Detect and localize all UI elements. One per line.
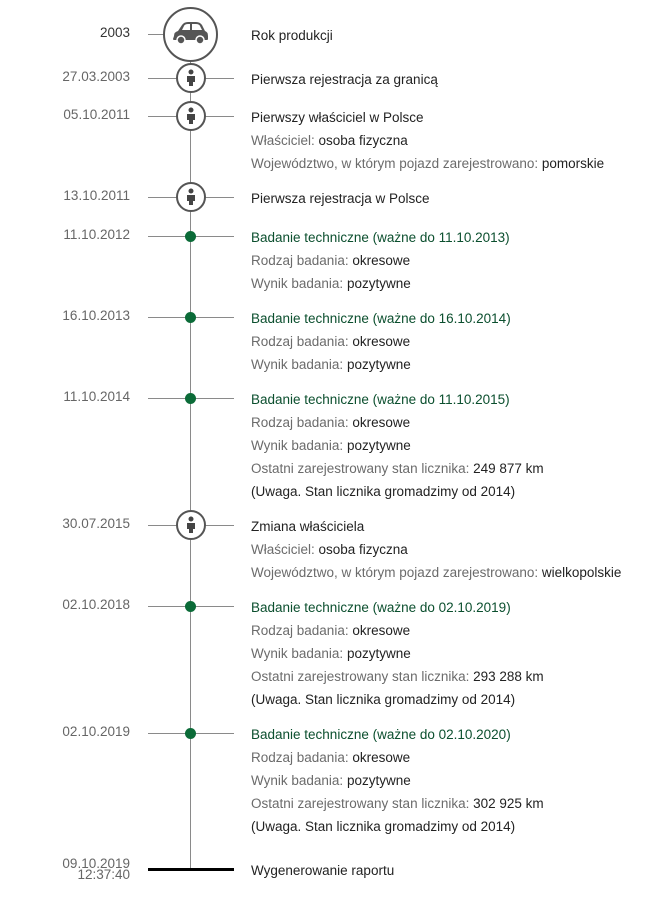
detail-label: Województwo, w którym pojazd zarejestrowano: — [251, 156, 542, 171]
event-title: Badanie techniczne (ważne do 11.10.2013) — [251, 230, 510, 245]
detail-label: Rodzaj badania: — [251, 253, 353, 268]
detail-value: pozytywne — [346, 773, 411, 788]
detail-label: Ostatni zarejestrowany stan licznika: — [251, 796, 474, 811]
detail-value: pozytywne — [346, 276, 411, 291]
detail-label: Właściciel: — [251, 542, 319, 557]
report-date: 09.10.2019 — [62, 856, 130, 871]
detail-value: 302 925 km — [473, 796, 544, 811]
detail-label: Rodzaj badania: — [251, 415, 353, 430]
detail-line — [251, 665, 544, 688]
event-content — [251, 859, 394, 882]
detail-value: pozytywne — [346, 646, 411, 661]
event-title: Badanie techniczne (ważne do 02.10.2019) — [251, 600, 511, 615]
detail-line — [251, 272, 510, 295]
event-first-owner — [0, 107, 667, 171]
detail-line — [251, 457, 544, 480]
detail-line — [251, 746, 544, 769]
end-bar — [148, 868, 234, 871]
event-content — [251, 68, 438, 91]
event-date: 2003 — [99, 25, 130, 40]
event-content — [251, 723, 544, 838]
event-content — [251, 106, 604, 175]
detail-line — [251, 561, 621, 584]
detail-value: osoba fizyczna — [318, 542, 408, 557]
event-title: Rok produkcji — [251, 28, 333, 43]
detail-label: Ostatni zarejestrowany stan licznika: — [251, 669, 474, 684]
detail-line — [251, 769, 544, 792]
detail-line — [251, 129, 604, 152]
event-inspection — [0, 597, 667, 707]
car-icon — [163, 7, 218, 62]
detail-value: wielkopolskie — [541, 565, 622, 580]
detail-line — [251, 642, 544, 665]
event-date: 30.07.2015 — [62, 516, 130, 531]
event-title: Badanie techniczne (ważne do 02.10.2020) — [251, 727, 511, 742]
odometer-note: (Uwaga. Stan licznika gromadzimy od 2014) — [251, 692, 516, 707]
detail-line — [251, 792, 544, 815]
detail-line — [251, 353, 511, 376]
event-title: Pierwsza rejestracja za granicą — [251, 72, 438, 87]
detail-value: pozytywne — [346, 438, 411, 453]
detail-label: Wynik badania: — [251, 438, 347, 453]
event-date: 02.10.2019 — [62, 724, 130, 739]
detail-label: Właściciel: — [251, 133, 319, 148]
odometer-note: (Uwaga. Stan licznika gromadzimy od 2014) — [251, 484, 516, 499]
detail-value: okresowe — [352, 623, 411, 638]
detail-label: Wynik badania: — [251, 773, 347, 788]
detail-label: Ostatni zarejestrowany stan licznika: — [251, 461, 474, 476]
detail-line — [251, 538, 621, 561]
event-title: Wygenerowanie raportu — [251, 863, 395, 878]
detail-value: 249 877 km — [473, 461, 544, 476]
event-production — [0, 25, 667, 43]
person-icon — [176, 510, 206, 540]
event-title: Pierwsza rejestracja w Polsce — [251, 191, 430, 206]
event-title: Badanie techniczne (ważne do 11.10.2015) — [251, 392, 510, 407]
event-owner-change — [0, 516, 667, 580]
event-content — [251, 596, 544, 711]
dot-icon — [185, 312, 196, 323]
person-icon — [176, 101, 206, 131]
event-inspection — [0, 724, 667, 834]
detail-value: okresowe — [352, 334, 411, 349]
detail-line — [251, 152, 604, 175]
dot-icon — [185, 393, 196, 404]
event-tick — [148, 34, 164, 35]
detail-label: Województwo, w którym pojazd zarejestrowano: — [251, 565, 542, 580]
dot-icon — [185, 601, 196, 612]
event-date: 16.10.2013 — [62, 308, 130, 323]
report-time: 12:37:40 — [77, 867, 130, 882]
detail-label: Rodzaj badania: — [251, 334, 353, 349]
event-content — [251, 515, 621, 584]
event-content — [251, 226, 510, 295]
detail-value: 293 288 km — [473, 669, 544, 684]
event-foreign-registration — [0, 69, 667, 87]
event-report-generated — [0, 856, 667, 882]
detail-line — [251, 411, 544, 434]
event-content — [251, 24, 333, 47]
event-first-registration-poland — [0, 188, 667, 206]
event-date: 11.10.2014 — [63, 389, 130, 404]
detail-line — [251, 330, 511, 353]
event-content — [251, 388, 544, 503]
event-content — [251, 307, 511, 376]
detail-value: okresowe — [352, 415, 411, 430]
event-date: 11.10.2012 — [63, 227, 130, 242]
event-date — [62, 856, 130, 883]
event-date: 27.03.2003 — [62, 69, 130, 84]
event-date: 05.10.2011 — [63, 107, 130, 122]
detail-line — [251, 249, 510, 272]
event-title: Pierwszy właściciel w Polsce — [251, 110, 424, 125]
detail-value: pomorskie — [541, 156, 605, 171]
event-date: 13.10.2011 — [63, 188, 130, 203]
detail-label: Wynik badania: — [251, 357, 347, 372]
dot-icon — [185, 728, 196, 739]
detail-label: Wynik badania: — [251, 276, 347, 291]
event-inspection — [0, 227, 667, 291]
timeline-axis — [190, 36, 191, 869]
detail-value: osoba fizyczna — [318, 133, 408, 148]
detail-label: Wynik badania: — [251, 646, 347, 661]
event-title: Zmiana właściciela — [251, 519, 365, 534]
event-date: 02.10.2018 — [62, 597, 130, 612]
detail-label: Rodzaj badania: — [251, 750, 353, 765]
dot-icon — [185, 231, 196, 242]
event-content — [251, 187, 430, 210]
odometer-note: (Uwaga. Stan licznika gromadzimy od 2014) — [251, 819, 516, 834]
detail-line — [251, 619, 544, 642]
detail-label: Rodzaj badania: — [251, 623, 353, 638]
event-inspection — [0, 308, 667, 372]
event-inspection — [0, 389, 667, 499]
person-icon — [176, 63, 206, 93]
detail-value: okresowe — [352, 253, 411, 268]
detail-line — [251, 434, 544, 457]
person-icon — [176, 182, 206, 212]
event-title: Badanie techniczne (ważne do 16.10.2014) — [251, 311, 511, 326]
detail-value: pozytywne — [346, 357, 411, 372]
detail-value: okresowe — [352, 750, 411, 765]
